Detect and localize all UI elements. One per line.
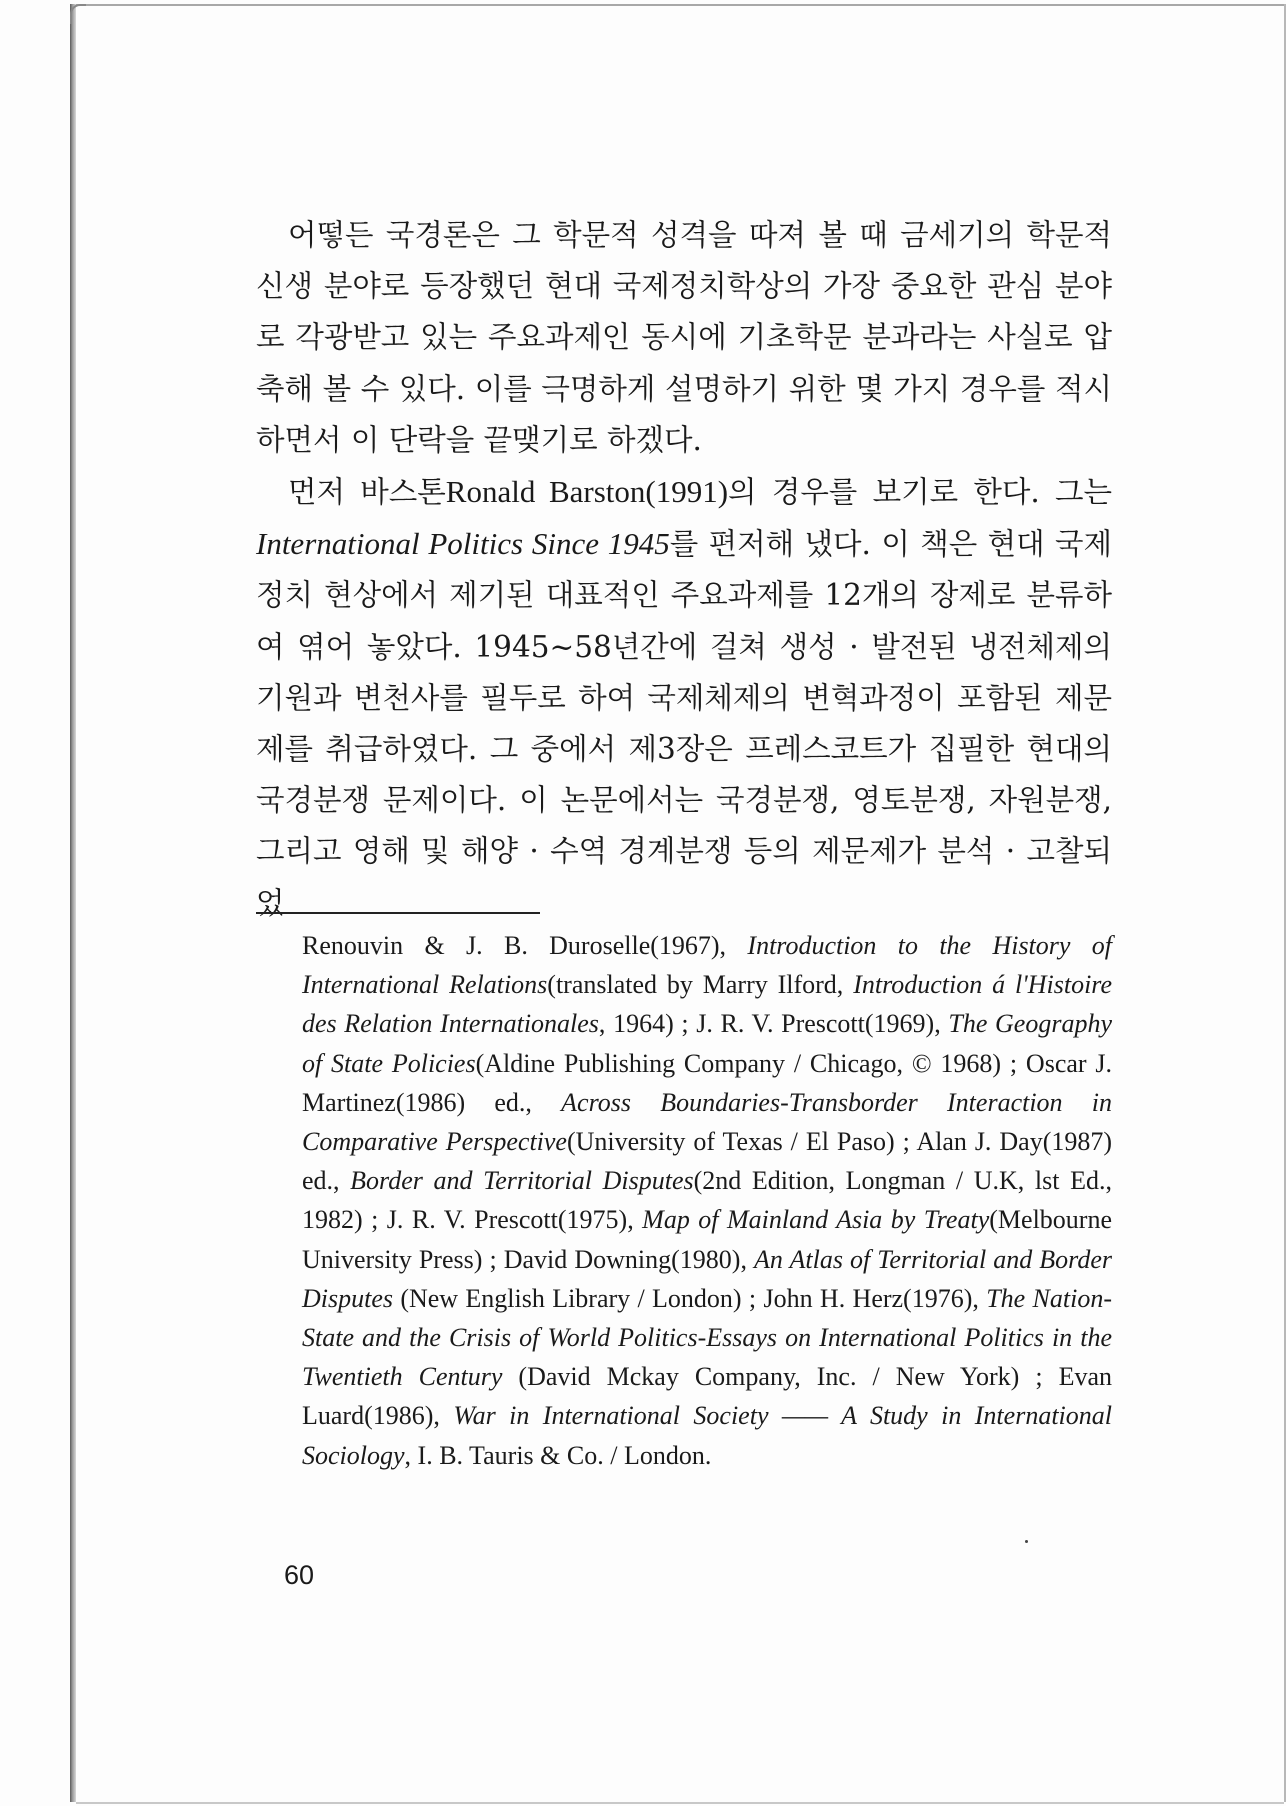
footnote-title: An Atlas of Territorial and Border Disputes: [302, 1244, 1112, 1313]
footnote-text: (Melbourne University Press) ; David Downing(1980),: [302, 1205, 1112, 1274]
footnote-text: (translated by Marry Ilford,: [547, 970, 854, 1000]
footnote-separator: [256, 912, 540, 914]
footnote: [302, 926, 1112, 1475]
footnote-text: (David Mckay Company, Inc. / New York) ; Evan Luard(1986),: [302, 1362, 1113, 1431]
footnote-title: Border and Territorial Disputes: [350, 1166, 694, 1196]
footnote-title: Across Boundaries-Transborder Interaction in Comparative Perspective: [302, 1087, 1112, 1157]
book-title-italic: International Politics Since 1945: [256, 526, 670, 562]
footnote-text: (University of Texas / El Paso) ; Alan J. Day(1987) ed.,: [302, 1127, 1113, 1196]
page-left-edge: [70, 4, 76, 1802]
page-number: 60: [284, 1560, 315, 1590]
footnote-title: The Geography of State Policies: [302, 1009, 1112, 1078]
page-top-edge: [76, 4, 1284, 6]
footnote-title: The Nation-State and the Crisis of World Politics-Essays on International Politics in the Twentieth Century: [302, 1283, 1112, 1392]
footnote-text: (2nd Edition, Longman / U.K, lst Ed., 1982) ; J. R. V. Prescott(1975),: [302, 1166, 1112, 1235]
footnote-text: [769, 1401, 782, 1430]
footnote-title: Map of Mainland Asia by Treaty: [642, 1205, 990, 1235]
author-name-english: Ronald Barston(1991): [445, 474, 729, 510]
footnote-title: Introduction to the History of International Relations: [302, 931, 1113, 1000]
page-bottom-edge: [76, 1802, 1284, 1804]
footnote-text: (Aldine Publishing Company / Chicago, © 1968) ; Oscar J. Martinez(1986) ed.,: [302, 1048, 1112, 1117]
footnote-text: Renouvin & J. B. Duroselle(1967),: [302, 931, 748, 960]
footnote-text: (New English Library / London) ; John H. Herz(1976),: [393, 1283, 987, 1313]
scan-speck: [1025, 1540, 1028, 1543]
footnote-title: Introduction á l'Histoire des Relation Internationales: [302, 970, 1112, 1039]
page-corner-curl: [70, 4, 86, 24]
footnote-text: , 1964) ; J. R. V. Prescott(1969),: [598, 1009, 949, 1039]
paragraph-2: [256, 466, 1112, 929]
footnote-title: War in International Society: [453, 1401, 769, 1431]
footnote-title: —— A Study in International Sociology: [302, 1401, 1112, 1470]
paragraph-2-part-1: 먼저 바스톤: [288, 475, 446, 510]
paragraph-2-part-3: 를 편저해 냈다. 이 책은 현대 국제정치 현상에서 제기된 대표적인 주요과제를 12개의 장제로 분류하여 엮어 놓았다. 1945~58년간에 걸쳐 생성 · 발전된 냉전체제의 기원과 변천사를 필두로 하여 국제체제의 변혁과정이 포함된 제문제를 취급하였다. 그 중에서 제3장은 프레스코트가 집필한 현대의 국경분쟁 문제이다. 이 논문에서는 국경분쟁, 영토분쟁, 자원분쟁, 그리고 영해 및 해양 · 수역 경계분쟁 등의 제문제가 분석 · 고찰되었: [256, 527, 1112, 920]
footnote-text: , I. B. Tauris & Co. / London.: [404, 1440, 712, 1470]
paragraph-2-part-2: 의 경우를 보기로 한다. 그는: [728, 475, 1112, 510]
main-text: [256, 210, 1112, 929]
paragraph-1: 어떻든 국경론은 그 학문적 성격을 따져 볼 때 금세기의 학문적 신생 분야로 등장했던 현대 국제정치학상의 가장 중요한 관심 분야로 각광받고 있는 주요과제인 동시에 기초학문 분과라는 사실로 압축해 볼 수 있다. 이를 극명하게 설명하기 위한 몇 가지 경우를 적시하면서 이 단락을 끝맺기로 하겠다.: [256, 218, 1112, 457]
